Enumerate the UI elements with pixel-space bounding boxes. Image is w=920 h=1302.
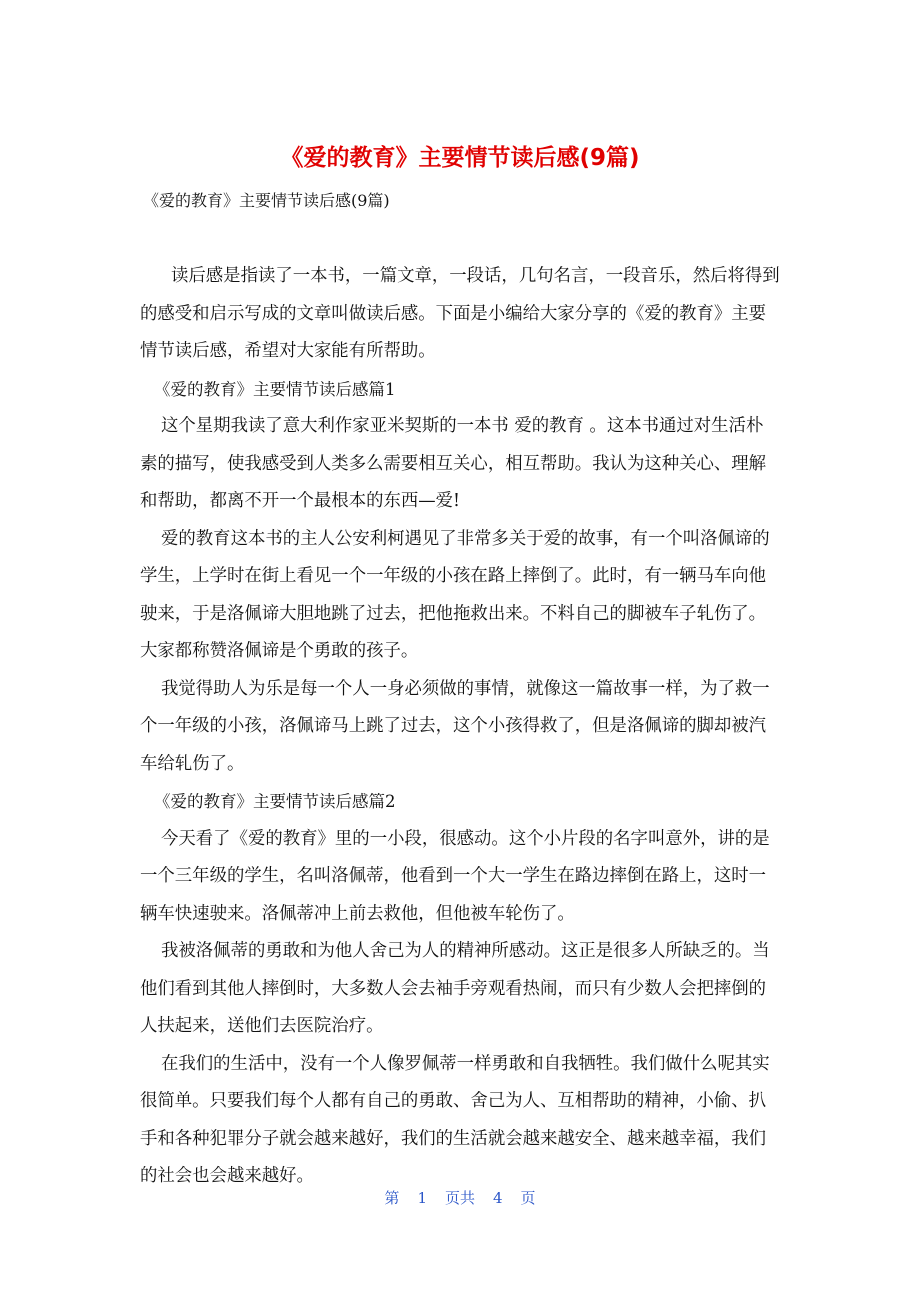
section-heading-2: 《爱的教育》主要情节读后感篇2	[154, 792, 396, 811]
section-heading-1: 《爱的教育》主要情节读后感篇1	[154, 379, 396, 399]
body-paragraph: 我被洛佩蒂的勇敢和为他人舍己为人的精神所感动。这正是很多人所缺乏的。当他们看到其他人摔倒时，大多数人会去袖手旁观看热闹，而只有少数人会把摔倒的人扶起来，送他们去医院治疗。	[140, 941, 770, 1036]
footer-total-pages: 4	[493, 1189, 503, 1207]
footer-label-end: 页	[520, 1189, 536, 1207]
body-paragraph: 我觉得助人为乐是每一个人一身必须做的事情，就像这一篇故事一样，为了救一个一年级的小孩，洛佩谛马上跳了过去，这个小孩得救了，但是洛佩谛的脚却被汽车给轧伤了。	[140, 678, 770, 774]
body-paragraph: 在我们的生活中，没有一个人像罗佩蒂一样勇敢和自我牺牲。我们做什么呢其实很简单。只要我们每个人都有自己的勇敢、舍己为人、互相帮助的精神，小偷、扒手和各种犯罪分子就会越来越好，我们的生活就会越来越安全、越来越幸福，我们的社会也会越来越好。	[140, 1053, 770, 1186]
intro-paragraph: 读后感是指读了一本书，一篇文章，一段话，几句名言，一段音乐，然后将得到的感受和启示写成的文章叫做读后感。下面是小编给大家分享的《爱的教育》主要情节读后感，希望对大家能有所帮助。	[140, 266, 780, 361]
document-subtitle: 《爱的教育》主要情节读后感(9篇)	[143, 191, 390, 210]
footer-current-page: 1	[417, 1189, 427, 1207]
page-footer	[0, 1186, 920, 1210]
body-paragraph: 爱的教育这本书的主人公安利柯遇见了非常多关于爱的故事，有一个叫洛佩谛的学生，上学时在街上看见一个一年级的小孩在路上摔倒了。此时，有一辆马车向他驶来，于是洛佩谛大胆地跳了过去，把他拖救出来。不料自己的脚被车子轧伤了。大家都称赞洛佩谛是个勇敢的孩子。	[140, 528, 770, 661]
footer-label-of: 页共	[444, 1189, 475, 1207]
footer-label-page: 第	[384, 1189, 400, 1207]
body-paragraph: 这个星期我读了意大利作家亚米契斯的一本书 爱的教育 。这本书通过对生活朴素的描写，使我感受到人类多么需要相互关心，相互帮助。我认为这种关心、理解和帮助，都离不开一个最根本的东西—爱!	[140, 416, 767, 511]
body-paragraph: 今天看了《爱的教育》里的一小段，很感动。这个小片段的名字叫意外，讲的是一个三年级的学生，名叫洛佩蒂，他看到一个大一学生在路边摔倒在路上，这时一辆车快速驶来。洛佩蒂冲上前去救他，但他被车轮伤了。	[140, 828, 770, 924]
document-title: 《爱的教育》主要情节读后感(9篇)	[280, 145, 640, 171]
document-body	[140, 258, 780, 1196]
